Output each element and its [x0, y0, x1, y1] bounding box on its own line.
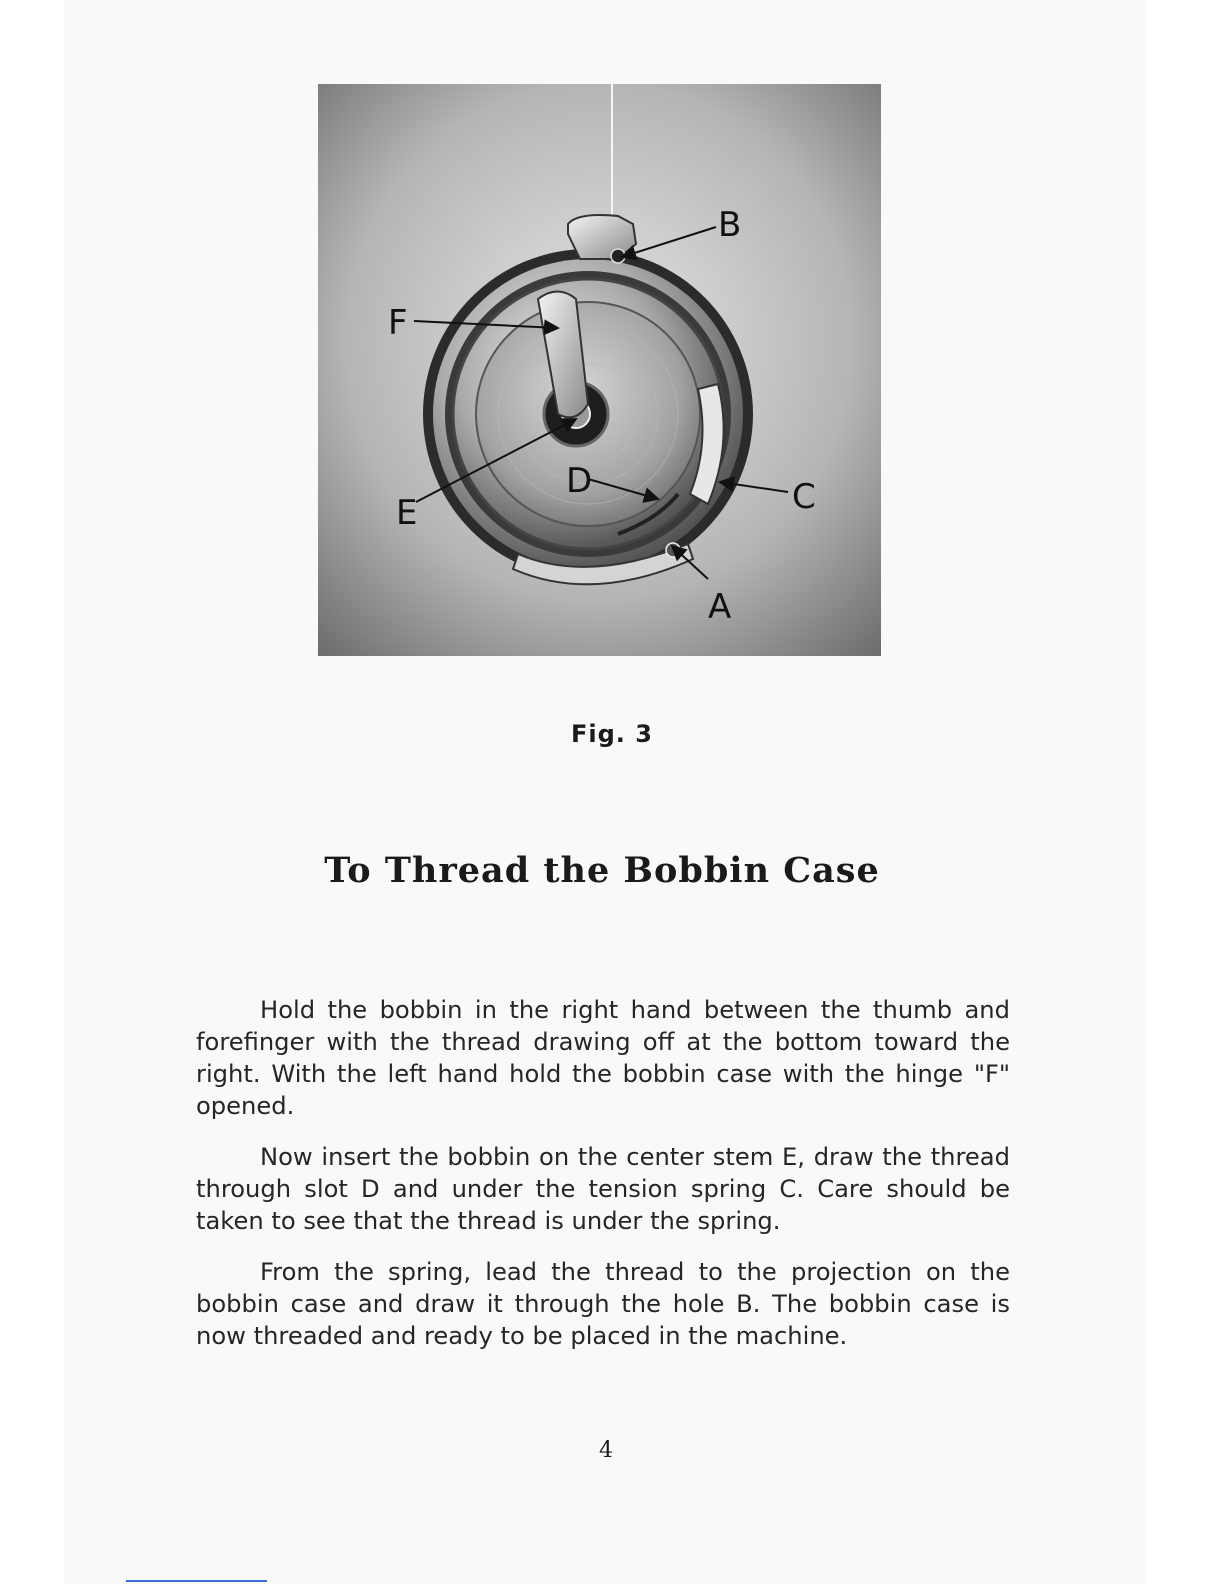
label-d: D — [566, 461, 593, 501]
footer-rule — [126, 1580, 267, 1582]
page-number: 4 — [599, 1438, 613, 1463]
paragraph-3: From the spring, lead the thread to the projection on the bobbin case and draw it through the hole B. The bobbin case is now threaded and ready to be placed in the machine. — [196, 1258, 1010, 1350]
label-f: F — [388, 303, 408, 343]
bobbin-case-photo — [318, 84, 881, 656]
paragraph-2: Now insert the bobbin on the center stem E, draw the thread through slot D and under the tension spring C. Care should be taken to see that the thread is under the spring. — [196, 1143, 1010, 1235]
thread-projection — [568, 215, 636, 259]
label-b: B — [718, 205, 742, 245]
paragraph-1: Hold the bobbin in the right hand between the thumb and forefinger with the thread drawing off at the bottom toward the right. With the left hand hold the bobbin case with the hinge "F" opened. — [196, 996, 1010, 1120]
label-c: C — [792, 477, 816, 517]
section-title: To Thread the Bobbin Case — [324, 850, 880, 891]
label-e: E — [396, 493, 418, 533]
label-a: A — [708, 587, 732, 627]
instructions-body — [196, 994, 1010, 1371]
latch-screw — [666, 543, 680, 557]
figure-caption: Fig. 3 — [571, 720, 653, 748]
